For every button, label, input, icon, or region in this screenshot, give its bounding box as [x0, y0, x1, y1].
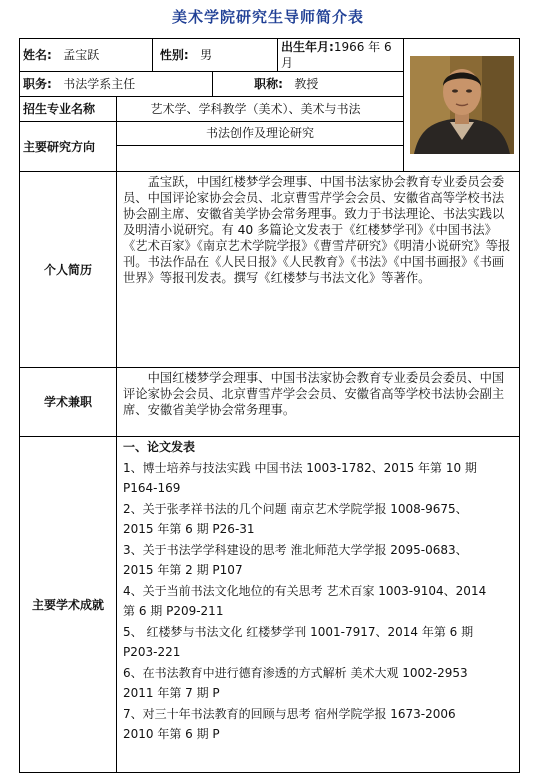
achievement-line: 第 6 期 P209-211	[123, 604, 224, 618]
gender-label: 性别:	[159, 48, 189, 62]
portrait-photo	[410, 56, 514, 154]
posts-text: 中国红楼梦学会理事、中国书法家协会教育专业委员会委员、中国评论家协会会员、北京曹雪芹学会会员、安徽省高等学校书法协会副主席、安徽省美学协会常务理事。	[117, 368, 520, 437]
direction-label: 主要研究方向	[20, 122, 117, 172]
achievement-line: 3、关于书法学学科建设的思考 淮北师范大学学报 2095-0683、	[123, 542, 468, 557]
achievements-content	[117, 437, 520, 773]
achievement-line: 2011 年第 7 期 P	[123, 686, 220, 700]
achievement-line: 1、博士培养与技法实践 中国书法 1003-1782、2015 年第 10 期	[123, 460, 477, 475]
achievement-line: 2、关于张孝祥书法的几个问题 南京艺术学院学报 1008-9675、	[123, 501, 468, 516]
birth-value: 1966 年 6 月	[281, 40, 392, 70]
achievement-line: 6、在书法教育中进行德育渗透的方式解析 美术大观 1002-2953	[123, 665, 468, 680]
page-title: 美术学院研究生导师简介表	[171, 8, 364, 26]
achievements-heading: 一、论文发表	[123, 440, 196, 454]
name-label: 姓名:	[23, 48, 52, 62]
achievement-line: 2010 年第 6 期 P	[123, 727, 220, 741]
photo-cell	[404, 39, 520, 172]
achievement-line: 7、对三十年书法教育的回顾与思考 宿州学院学报 1673-2006	[123, 706, 456, 721]
achievement-line: 4、关于当前书法文化地位的有关思考 艺术百家 1003-9104、2014	[123, 583, 487, 598]
achievement-line: 2015 年第 6 期 P26-31	[123, 522, 255, 536]
title-value: 教授	[294, 77, 319, 91]
position-value: 书法学系主任	[63, 77, 136, 91]
position-label: 职务:	[23, 77, 52, 91]
bio-text: 孟宝跃，中国红楼梦学会理事、中国书法家协会教育专业委员会委员、中国评论家协会会员、北京曹雪芹学会会员、安徽省高等学校书法协会副主席、安徽省美学协会常务理事。致力于书法理论、书法实践以及明清小说研究。有 40 多篇论文发表于《红楼梦学刊》《中国书法》《艺术百家》《南京艺术学院学报》《曹雪芹研究》《明清小说研究》等报刊。书法作品在《人民日报》《人民教育》《书法》《中国书画报》《书画世界》等报刊发表。撰写《红楼梦与书法文化》等著作。	[117, 172, 520, 368]
major-value	[117, 97, 404, 122]
posts-label: 学术兼职	[20, 368, 117, 437]
gender-cell	[153, 39, 278, 72]
name-cell	[20, 39, 153, 72]
achievement-line: P164-169	[123, 481, 181, 495]
bio-label: 个人简历	[20, 172, 117, 368]
direction-text: 书法创作及理论研究	[117, 122, 403, 146]
title-cell	[213, 72, 404, 97]
achievement-line: 2015 年第 2 期 P107	[123, 563, 243, 577]
birth-label: 出生年月:	[281, 40, 334, 54]
achievement-line: P203-221	[123, 645, 181, 659]
position-cell	[20, 72, 213, 97]
title-label: 职称:	[254, 77, 283, 91]
name-value: 孟宝跃	[63, 48, 100, 62]
direction-value	[117, 122, 404, 172]
major-value-text: 艺术学、学科教学（美术）、美术与书法	[150, 102, 361, 116]
achievement-line: 5、 红楼梦与书法文化 红楼梦学刊 1001-7917、2014 年第 6 期	[123, 624, 474, 639]
gender-value: 男	[200, 48, 213, 62]
profile-table	[19, 38, 520, 773]
achievements-label: 主要学术成就	[20, 437, 117, 773]
birth-cell	[278, 39, 404, 72]
major-label: 招生专业名称	[20, 97, 117, 122]
